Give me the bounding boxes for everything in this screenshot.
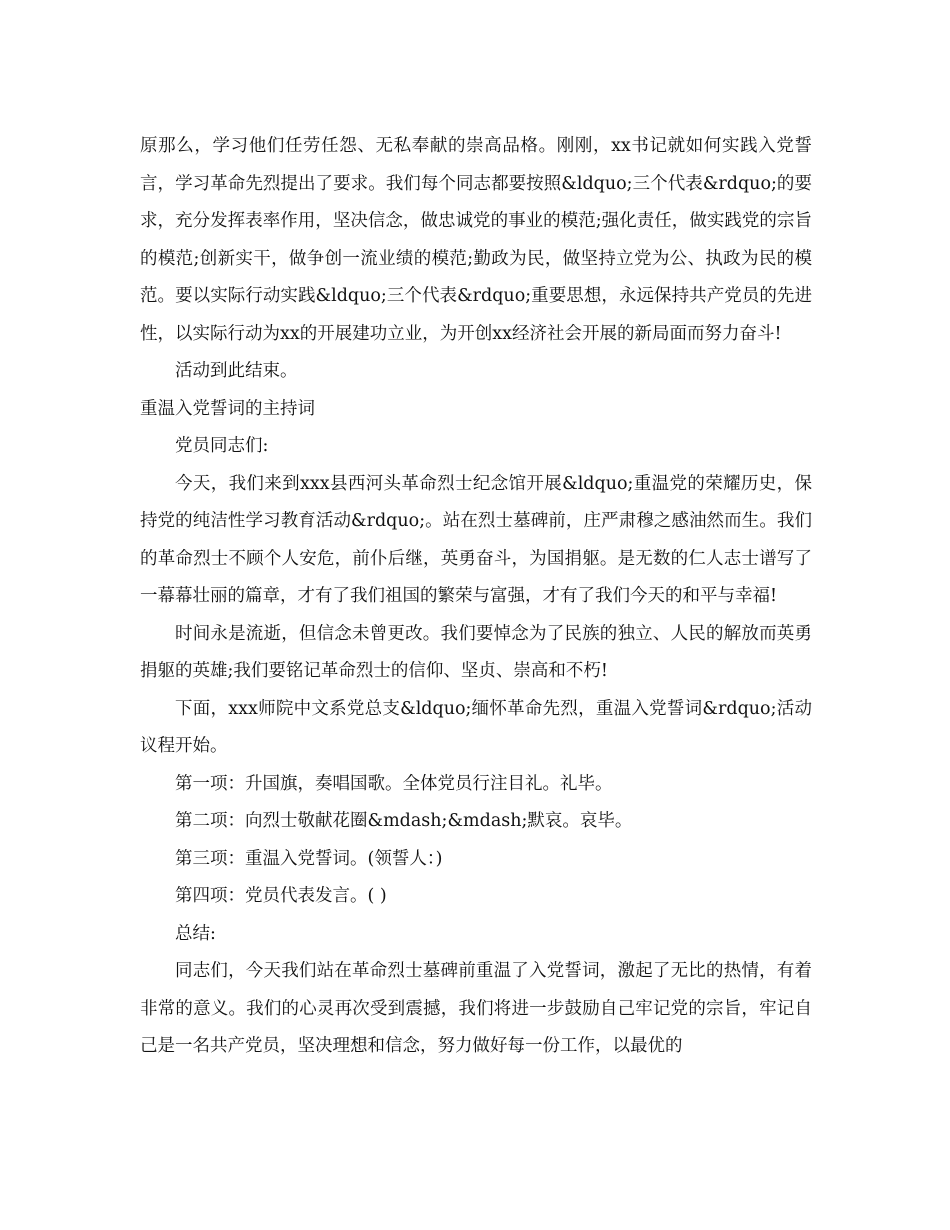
- agenda-item-3: 第三项：重温入党誓词。(领誓人：): [175, 848, 443, 869]
- agenda-item-4: 第四项：党员代表发言。( ): [175, 886, 387, 906]
- paragraph-greeting: 党员同志们:: [175, 436, 269, 456]
- paragraph-intro: 今天，我们来到xxx县西河头革命烈士纪念馆开展&ldquo;重温党的荣耀历史，保持党的纯洁性学习教育活动&rdquo;。站在烈士墓碑前，庄严肃穆之感油然而生。我们的革命烈士不顾个人安危，前仆后继，英勇奋斗，为国捐躯。是无数的仁人志士谱写了一幕幕壮丽的篇章，才有了我们祖国的繁荣与富强，才有了我们今天的和平与幸福!: [140, 473, 812, 606]
- agenda-item-2: 第二项：向烈士敬献花圈&mdash;&mdash;默哀。哀毕。: [175, 811, 633, 831]
- document-body: [140, 128, 812, 1066]
- paragraph-activity-end: 活动到此结束。: [175, 361, 298, 381]
- paragraph-remembrance: 时间永是流逝，但信念未曾更改。我们要悼念为了民族的独立、人民的解放而英勇捐躯的英雄;我们要铭记革命烈士的信仰、坚贞、崇高和不朽!: [140, 623, 812, 681]
- section-heading: 重温入党誓词的主持词: [140, 398, 315, 419]
- paragraph-agenda-start: 下面，xxx师院中文系党总支&ldquo;缅怀革命先烈，重温入党誓词&rdquo;活动议程开始。: [140, 698, 812, 756]
- paragraph-continued-text: 原那么，学习他们任劳任怨、无私奉献的崇高品格。刚刚，xx书记就如何实践入党誓言，学习革命先烈提出了要求。我们每个同志都要按照&ldquo;三个代表&rdquo;的要求，充分发挥表率作用，坚决信念，做忠诚党的事业的模范;强化责任，做实践党的宗旨的模范;创新实干，做争创一流业绩的模范;勤政为民，做坚持立党为公、执政为民的模范。要以实际行动实践&ldquo;三个代表&rdquo;重要思想，永远保持共产党员的先进性，以实际行动为xx的开展建功立业，为开创xx经济社会开展的新局面而努力奋斗!: [140, 136, 812, 344]
- paragraph-summary: 同志们，今天我们站在革命烈士墓碑前重温了入党誓词，激起了无比的热情，有着非常的意义。我们的心灵再次受到震撼，我们将进一步鼓励自己牢记党的宗旨，牢记自己是一名共产党员，坚决理想和信念，努力做好每一份工作，以最优的: [140, 961, 812, 1056]
- agenda-item-1: 第一项：升国旗，奏唱国歌。全体党员行注目礼。礼毕。: [175, 773, 613, 794]
- summary-label: 总结:: [175, 923, 216, 944]
